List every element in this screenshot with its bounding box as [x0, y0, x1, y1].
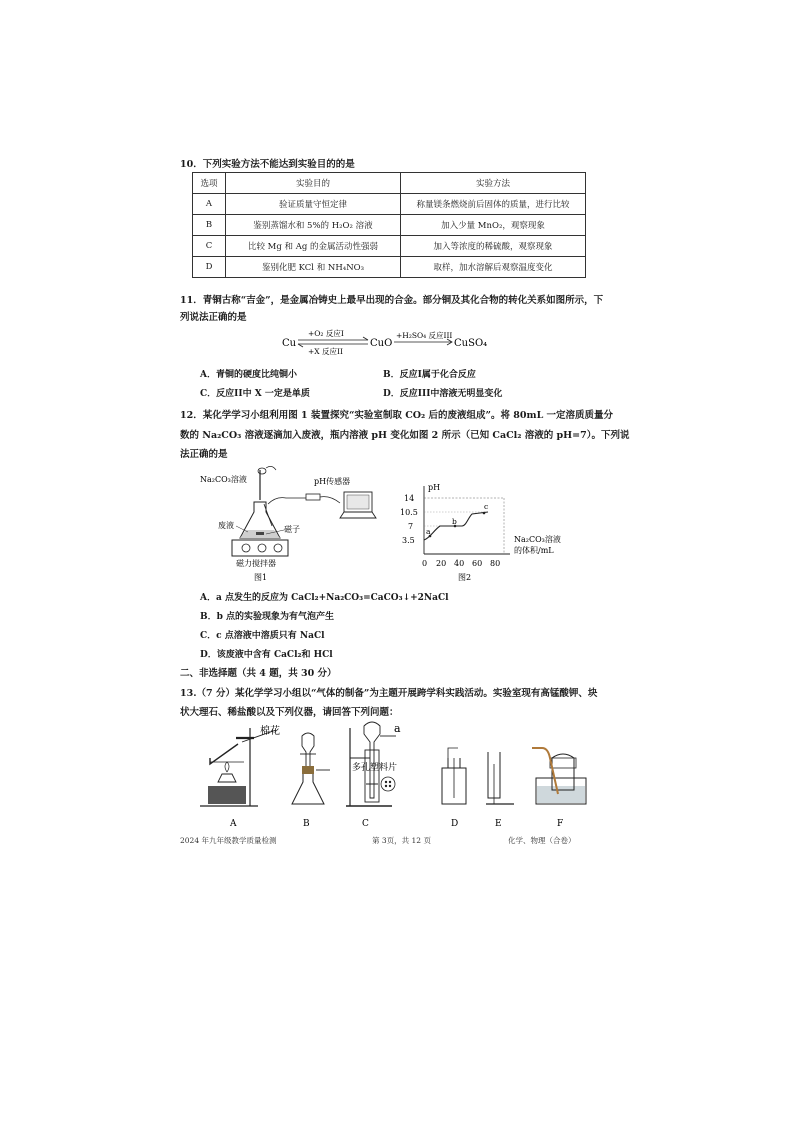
cotton-label: 棉花	[260, 726, 280, 737]
cuo-label: CuO	[370, 338, 393, 349]
table-row	[193, 215, 586, 236]
q11-reaction-scheme	[280, 327, 490, 359]
fig2-xlabel-1: Na₂CO₃溶液	[514, 535, 561, 544]
q11-stem-line1: 11．青铜古称“吉金”，是金属冶铸史上最早出现的合金。部分铜及其化合物的转化关系如图所示，下	[180, 295, 604, 306]
table-cell: 加入等浓度的稀硫酸，观察现象	[401, 236, 586, 257]
table-header-row	[193, 173, 586, 194]
apparatus-d-icon	[442, 748, 466, 804]
q11-option-b: B．反应I属于化合反应	[383, 370, 476, 380]
fig2-ph-chart	[400, 476, 590, 586]
table-cell: 验证质量守恒定律	[226, 194, 401, 215]
section2-heading: 二、非选择题（共 4 题，共 30 分）	[180, 668, 337, 679]
xtick-0: 0	[422, 559, 428, 568]
ytick-10-5: 10.5	[400, 508, 418, 517]
table-cell: 鉴别蒸馏水和 5%的 H₂O₂ 溶液	[226, 215, 401, 236]
arrow-top1: +O₂ 反应I	[308, 329, 344, 338]
table-row	[193, 257, 586, 278]
q12-option-a: A．a 点发生的反应为 CaCl₂+Na₂CO₃=CaCO₃↓+2NaCl	[200, 593, 449, 603]
table-cell: B	[193, 215, 226, 236]
letter-d: D	[451, 819, 459, 829]
letter-e: E	[495, 819, 502, 829]
q13-stem-line2: 状大理石、稀盐酸以及下列仪器，请回答下列问题：	[180, 707, 399, 718]
apparatus-b-icon	[292, 733, 330, 804]
q10-table	[192, 172, 586, 278]
xtick-60: 60	[472, 559, 483, 568]
fig1-waste-label: 废液	[218, 521, 234, 530]
header-cell: 实验目的	[226, 173, 401, 194]
table-row	[193, 194, 586, 215]
fig2-caption: 图2	[458, 573, 472, 582]
xtick-80: 80	[490, 559, 501, 568]
apparatus-a-icon	[200, 724, 280, 806]
q12-stem-line3: 法正确的是	[180, 449, 228, 460]
q13-stem-line1: 13.（7 分）某化学学习小组以“气体的制备”为主题开展跨学科实践活动。实验室现有高锰酸钾、块	[180, 688, 598, 699]
point-b-label: b	[452, 517, 457, 526]
apparatus-e-icon	[486, 752, 514, 804]
fig1-magnet-label: 磁子	[284, 525, 300, 534]
q12-stem-line2: 数的 Na₂CO₃ 溶液逐滴加入废液，瓶内溶液 pH 变化如图 2 所示（已知 CaCl₂ 溶液的 pH=7）。下列说	[180, 430, 630, 441]
fig1-stirrer-label: 磁力搅拌器	[236, 559, 276, 568]
table-cell: 比较 Mg 和 Ag 的金属活动性强弱	[226, 236, 401, 257]
footer-right: 化学、物理（合卷）	[508, 836, 576, 845]
letter-a: A	[230, 819, 237, 829]
table-cell: 加入少量 MnO₂，观察现象	[401, 215, 586, 236]
fig2-xlabel-2: 的体积/mL	[514, 546, 554, 555]
ytick-7: 7	[408, 522, 414, 531]
q13-apparatus-row	[196, 718, 596, 833]
fig1-apparatus	[196, 464, 386, 584]
table-cell: A	[193, 194, 226, 215]
fig1-caption: 图1	[254, 573, 268, 582]
q12-option-c: C．c 点溶液中溶质只有 NaCl	[200, 631, 325, 641]
table-cell: C	[193, 236, 226, 257]
q11-option-a: A．青铜的硬度比纯铜小	[200, 370, 297, 380]
table-cell: D	[193, 257, 226, 278]
stirrer-icon	[232, 540, 288, 556]
xtick-40: 40	[454, 559, 465, 568]
xtick-20: 20	[436, 559, 447, 568]
q11-stem-line2: 列说法正确的是	[180, 312, 247, 323]
cu-label: Cu	[282, 338, 297, 349]
fig1-na2co3-label: Na₂CO₃溶液	[200, 475, 247, 484]
q12-stem-line1: 12．某化学学习小组利用图 1 装置探究“实验室制取 CO₂ 后的废液组成”。将 80mL 一定溶质质量分	[180, 410, 614, 421]
letter-f: F	[557, 819, 564, 829]
header-cell: 选项	[193, 173, 226, 194]
cuso4-label: CuSO₄	[454, 338, 488, 349]
plastic-sheet-label: 多孔塑料片	[352, 763, 398, 773]
header-cell: 实验方法	[401, 173, 586, 194]
q12-option-b: B．b 点的实验现象为有气泡产生	[200, 612, 335, 622]
q12-option-d: D．该废液中含有 CaCl₂和 HCl	[200, 650, 333, 660]
table-cell: 称量镁条燃烧前后固体的质量，进行比较	[401, 194, 586, 215]
table-cell: 取样，加水溶解后观察温度变化	[401, 257, 586, 278]
a-label: a	[394, 722, 401, 735]
q10-stem: 10．下列实验方法不能达到实验目的的是	[180, 159, 355, 170]
footer-page: 第 3页，共 12 页	[372, 836, 431, 845]
ytick-14: 14	[404, 494, 415, 503]
point-a-label: a	[426, 527, 431, 536]
fig1-sensor-label: pH传感器	[314, 477, 351, 486]
table-cell: 鉴别化肥 KCl 和 NH₄NO₃	[226, 257, 401, 278]
apparatus-f-icon	[532, 748, 586, 804]
table-row	[193, 236, 586, 257]
apparatus-c-icon	[346, 722, 401, 806]
footer-left: 2024 年九年级教学质量检测	[180, 836, 277, 845]
point-c-label: c	[484, 502, 489, 511]
arrow-top2: +H₂SO₄ 反应III	[396, 331, 453, 340]
fig2-ylabel: pH	[428, 483, 441, 492]
letter-b: B	[303, 819, 310, 829]
q11-option-c: C．反应II中 X 一定是单质	[200, 389, 310, 399]
letter-c: C	[362, 819, 369, 829]
arrow-bottom1: +X 反应II	[308, 347, 343, 356]
ytick-3-5: 3.5	[402, 536, 415, 545]
q11-option-d: D．反应III中溶液无明显变化	[383, 389, 503, 399]
